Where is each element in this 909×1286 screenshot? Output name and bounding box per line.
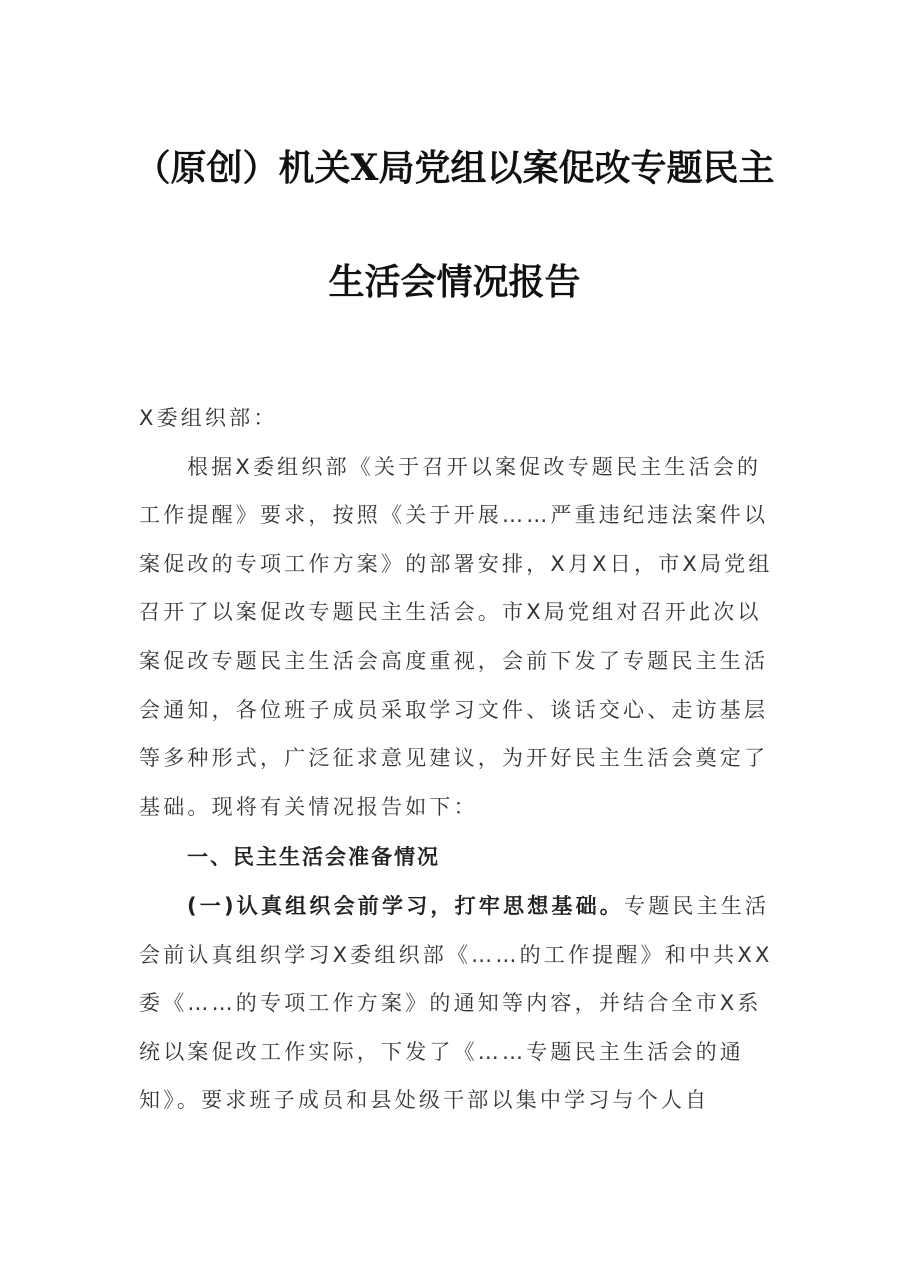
document-title-line-1: （原创）机关X局党组以案促改专题民主 (134, 147, 775, 189)
document-title-line-2: 生活会情况报告 (328, 261, 581, 303)
paragraph-intro: 根据X委组织部《关于召开以案促改专题民主生活会的工作提醒》要求，按照《关于开展……严重违纪违法案件以案促改的专项工作方案》的部署安排，X月X日，市X局党组召开了以案促改专题民主生活会。市X局党组对召开此次以案促改专题民主生活会高度重视，会前下发了专题民主生活会通知，各位班子成员采取学习文件、谈话交心、走访基层等多种形式，广泛征求意见建议，为开好民主生活会奠定了基础。现将有关情况报告如下： (139, 454, 773, 819)
item-1-lead: (一)认真组织会前学习，打牢思想基础。 (187, 893, 624, 918)
paragraph-item-1 (139, 882, 779, 1125)
document-body (139, 394, 779, 1125)
item-1-text: 专题民主生活会前认真组织学习X委组织部《……的工作提醒》和中共XX委《……的专项工作方案》的通知等内容，并结合全市X系统以案促改工作实际，下发了《……专题民主生活会的通知》。要求班子成员和县处级干部以集中学习与个人自 (139, 893, 773, 1113)
salutation: X委组织部： (139, 406, 278, 430)
section-heading-1: 一、民主生活会准备情况 (187, 845, 440, 870)
